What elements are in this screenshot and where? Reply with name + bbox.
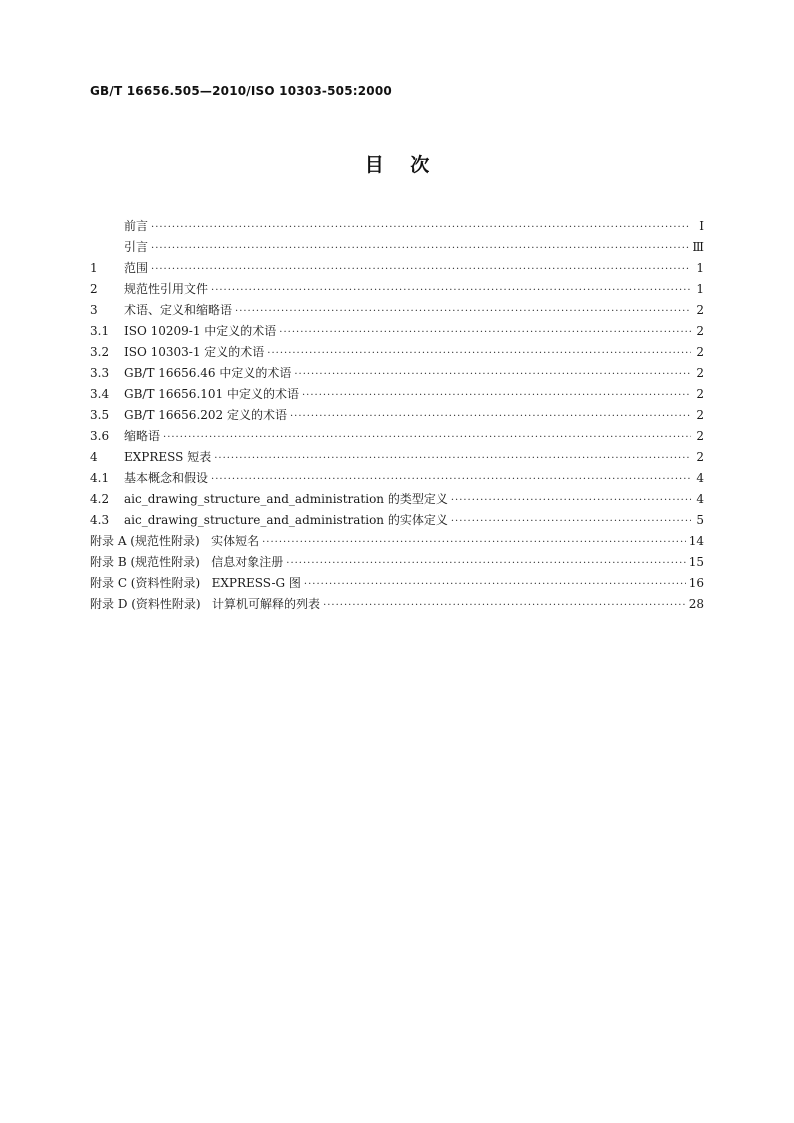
toc-entry-label: 缩略语 xyxy=(124,429,161,443)
toc-entry-number: 3.4 xyxy=(90,387,110,401)
toc-entry-page: 5 xyxy=(696,513,704,527)
toc-entry-number: 1 xyxy=(90,261,98,275)
toc-entry-scope[interactable] xyxy=(90,258,704,279)
toc-entry-label: GB/T 16656.46 中定义的术语 xyxy=(124,366,292,380)
dot-leader xyxy=(323,595,686,616)
toc-entry-3-5[interactable] xyxy=(90,405,704,426)
toc-entry-annex-d[interactable] xyxy=(90,594,704,615)
toc-entry-label: 前言 xyxy=(124,219,149,233)
toc-entry-3-1[interactable] xyxy=(90,321,704,342)
dot-leader xyxy=(451,511,691,532)
toc-entry-number: 4 xyxy=(90,450,98,464)
toc-entry-page: 4 xyxy=(696,492,704,506)
toc-entry-label: 规范性引用文件 xyxy=(124,282,209,296)
dot-leader xyxy=(151,238,689,259)
toc-entry-page: 2 xyxy=(696,324,704,338)
toc-entry-page: 2 xyxy=(696,429,704,443)
toc-entry-page: 2 xyxy=(696,366,704,380)
toc-entry-label: ISO 10209-1 中定义的术语 xyxy=(124,324,277,338)
toc-entry-3-2[interactable] xyxy=(90,342,704,363)
toc-entry-3-4[interactable] xyxy=(90,384,704,405)
toc-entry-page: 2 xyxy=(696,408,704,422)
toc-entry-page: Ⅲ xyxy=(692,240,704,254)
dot-leader xyxy=(304,574,686,595)
toc-entry-number: 3.3 xyxy=(90,366,110,380)
toc-entry-foreword[interactable] xyxy=(90,216,704,237)
dot-leader xyxy=(211,280,691,301)
toc-entry-number: 4.3 xyxy=(90,513,110,527)
toc-entry-introduction[interactable] xyxy=(90,237,704,258)
toc-entry-label: 附录 C (资料性附录) EXPRESS-G 图 xyxy=(90,576,301,590)
toc-entry-label: 附录 D (资料性附录) 计算机可解释的列表 xyxy=(90,597,321,611)
toc-entry-page: Ⅰ xyxy=(699,219,704,233)
dot-leader xyxy=(290,406,691,427)
toc-entry-label: aic_drawing_structure_and_administration 的类型定义 xyxy=(124,492,448,506)
toc-entry-annex-c[interactable] xyxy=(90,573,704,594)
toc-entry-number: 3 xyxy=(90,303,98,317)
toc-entry-4-3[interactable] xyxy=(90,510,704,531)
toc-entry-label: 附录 A (规范性附录) 实体短名 xyxy=(90,534,260,548)
toc-entry-page: 2 xyxy=(696,387,704,401)
toc-entry-number: 3.5 xyxy=(90,408,110,422)
toc-entry-label: GB/T 16656.101 中定义的术语 xyxy=(124,387,299,401)
toc-entry-page: 1 xyxy=(696,282,704,296)
toc-entry-label: 基本概念和假设 xyxy=(124,471,209,485)
toc-entry-label: 引言 xyxy=(124,240,149,254)
toc-entry-terms-definitions[interactable] xyxy=(90,300,704,321)
toc-entry-page: 16 xyxy=(688,576,704,590)
dot-leader xyxy=(211,469,691,490)
toc-entry-label: ISO 10303-1 定义的术语 xyxy=(124,345,265,359)
dot-leader xyxy=(294,364,691,385)
dot-leader xyxy=(151,217,691,238)
standard-number-header: GB/T 16656.505—2010/ISO 10303-505:2000 xyxy=(90,84,392,98)
toc-entry-4-2[interactable] xyxy=(90,489,704,510)
toc-entry-number: 3.2 xyxy=(90,345,110,359)
toc-entry-label: 附录 B (规范性附录) 信息对象注册 xyxy=(90,555,284,569)
toc-entry-page: 1 xyxy=(696,261,704,275)
toc-entry-3-3[interactable] xyxy=(90,363,704,384)
toc-entry-annex-a[interactable] xyxy=(90,531,704,552)
toc-entry-page: 28 xyxy=(688,597,704,611)
table-of-contents xyxy=(90,216,704,615)
toc-entry-page: 14 xyxy=(688,534,704,548)
toc-entry-page: 4 xyxy=(696,471,704,485)
toc-entry-number: 4.2 xyxy=(90,492,110,506)
toc-entry-page: 2 xyxy=(696,303,704,317)
toc-entry-normative-references[interactable] xyxy=(90,279,704,300)
toc-title: 目 次 xyxy=(364,154,430,176)
dot-leader xyxy=(302,385,691,406)
dot-leader xyxy=(451,490,691,511)
dot-leader xyxy=(151,259,691,280)
toc-entry-number: 4.1 xyxy=(90,471,110,485)
toc-entry-annex-b[interactable] xyxy=(90,552,704,573)
toc-entry-label: 术语、定义和缩略语 xyxy=(124,303,233,317)
toc-entry-page: 2 xyxy=(696,345,704,359)
toc-entry-page: 15 xyxy=(688,555,704,569)
toc-entry-page: 2 xyxy=(696,450,704,464)
dot-leader xyxy=(267,343,691,364)
dot-leader xyxy=(279,322,691,343)
dot-leader xyxy=(214,448,691,469)
toc-entry-label: GB/T 16656.202 定义的术语 xyxy=(124,408,287,422)
toc-entry-label: EXPRESS 短表 xyxy=(124,450,212,464)
toc-entry-label: aic_drawing_structure_and_administration 的实体定义 xyxy=(124,513,448,527)
toc-entry-3-6[interactable] xyxy=(90,426,704,447)
toc-entry-number: 2 xyxy=(90,282,98,296)
toc-entry-4-1[interactable] xyxy=(90,468,704,489)
toc-entry-express-short-listing[interactable] xyxy=(90,447,704,468)
toc-entry-label: 范围 xyxy=(124,261,149,275)
dot-leader xyxy=(262,532,686,553)
dot-leader xyxy=(163,427,691,448)
dot-leader xyxy=(235,301,691,322)
toc-entry-number: 3.6 xyxy=(90,429,110,443)
dot-leader xyxy=(286,553,685,574)
toc-entry-number: 3.1 xyxy=(90,324,110,338)
